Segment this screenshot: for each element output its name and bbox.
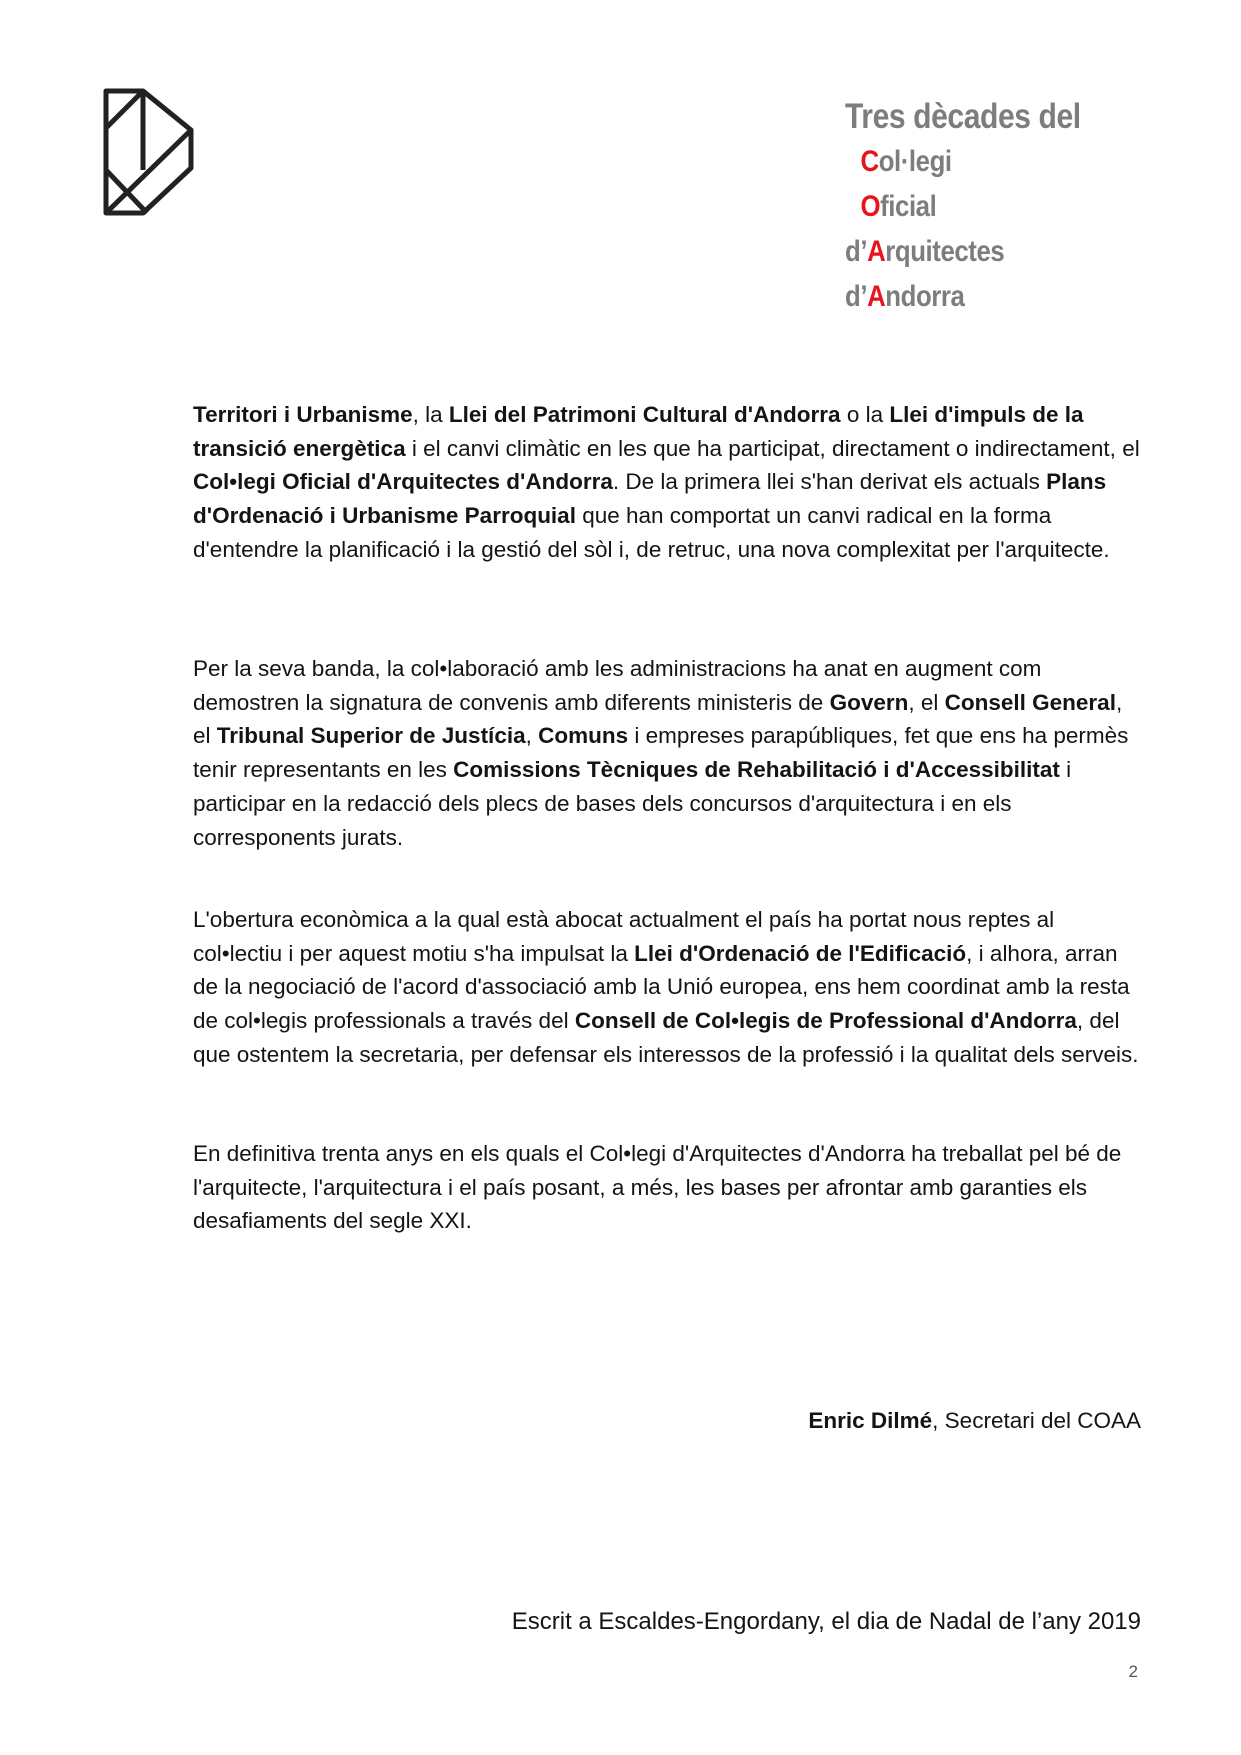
document-title	[845, 95, 1119, 319]
paragraph-3: L'obertura econòmica a la qual està abocat actualment el país ha portat nous reptes al col•lectiu i per aquest motiu s'ha impulsat la Llei d'Ordenació de l'Edificació, i alhora, arran de la negociació de l'acord d'associació amb la Unió europea, ens hem coordinat amb la resta de col•legis professionals a través del Consell de Col•legis de Professional d'Andorra, del que ostentem la secretaria, per defensar els interessos de la professió i la qualitat dels serveis.	[193, 907, 1139, 1067]
page-number: 2	[1128, 1662, 1138, 1681]
coaa-logo-icon	[103, 88, 195, 216]
title-acronym-line: Oficial	[860, 190, 937, 223]
signatory-name: Enric Dilmé	[808, 1408, 933, 1433]
place-and-date: Escrit a Escaldes-Engordany, el dia de Nadal de l’any 2019	[511, 1608, 1141, 1635]
title-acronym-line: d’Andorra	[845, 280, 965, 313]
paragraph-1: Territori i Urbanisme, la Llei del Patrimoni Cultural d'Andorra o la Llei d'impuls de la transició energètica i el canvi climàtic en les que ha participat, directament o indirectament, el Col•legi Oficial d'Arquitectes d'Andorra. De la primera llei s'han derivat els actuals Plans d'Ordenació i Urbanisme Parroquial que han comportat un canvi radical en la forma d'entendre la planificació i la gestió del sòl i, de retruc, una nova complexitat per l'arquitecte.	[193, 402, 1140, 562]
title-acronym-line: d’Arquitectes	[845, 235, 1005, 268]
signature	[808, 1408, 1141, 1434]
signatory-role: , Secretari del COAA	[932, 1408, 1141, 1433]
paragraph-2: Per la seva banda, la col•laboració amb les administracions ha anat en augment com demostren la signatura de convenis amb diferents ministeris de Govern, el Consell General, el Tribunal Superior de Justícia, Comuns i empreses parapúbliques, fet que ens ha permès tenir representants en les Comissions Tècniques de Rehabilitació i d'Accessibilitat i participar en la redacció dels plecs de bases dels concursos d'arquitectura i en els corresponents jurats.	[193, 656, 1129, 850]
paragraph-4: En definitiva trenta anys en els quals el Col•legi d'Arquitectes d'Andorra ha treballat pel bé de l'arquitecte, l'arquitectura i el país posant, a més, les bases per afrontar amb garanties els desafiaments del segle XXI.	[193, 1141, 1122, 1234]
title-acronym-line: Col·legi	[860, 145, 952, 178]
title-line: Tres dècades del	[845, 97, 1081, 136]
